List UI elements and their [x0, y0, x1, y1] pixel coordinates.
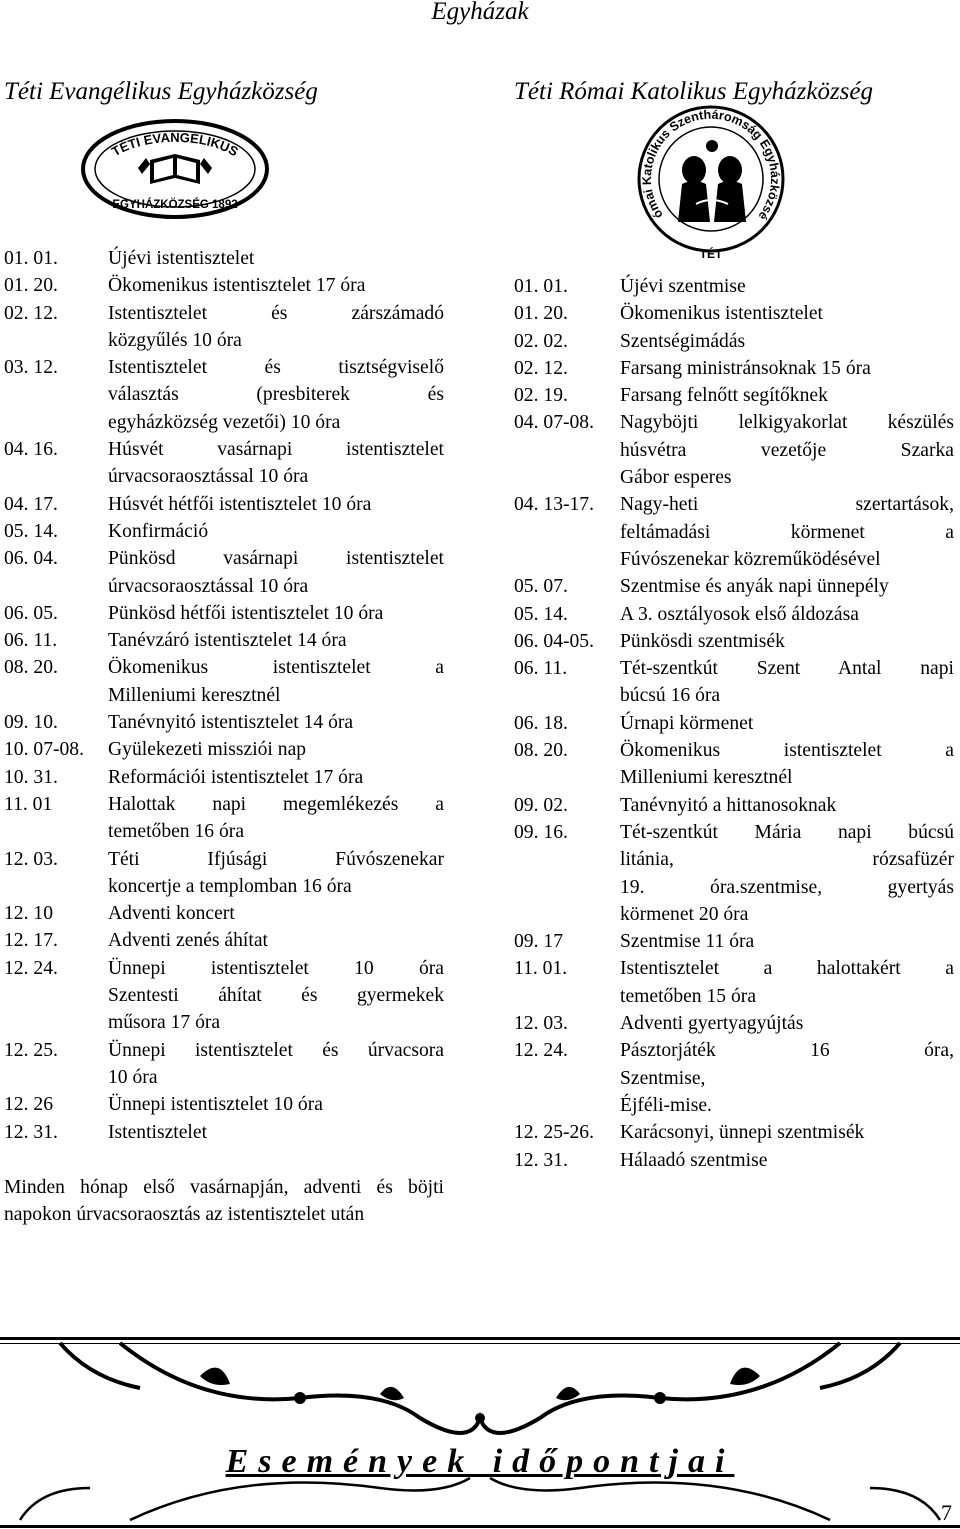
- evangelical-event-line: Húsvét vasárnapi istentisztelet: [108, 439, 444, 461]
- evangelical-event-line: Reformációi istentisztelet 17 óra: [108, 766, 364, 788]
- catholic-event-description: [620, 601, 954, 628]
- catholic-event-row: [514, 573, 954, 600]
- evangelical-event-row: [4, 1091, 444, 1118]
- page-title: Egyházak: [431, 0, 529, 25]
- catholic-event-line: Szentmise és anyák napi ünnepély: [620, 576, 889, 598]
- catholic-event-date: 01. 20.: [514, 303, 568, 325]
- evangelical-event-date: 10. 31.: [4, 766, 58, 788]
- evangelical-event-line: közgyűlés 10 óra: [108, 329, 242, 351]
- evangelical-heading: Téti Evangélikus Egyházközség: [4, 78, 318, 105]
- catholic-event-date: 12. 25-26.: [514, 1122, 595, 1144]
- catholic-event-description: [620, 573, 954, 600]
- evangelical-event-line: Istentisztelet és tisztségviselő: [108, 357, 444, 379]
- catholic-event-line: Tét-szentkút Mária napi búcsú: [620, 821, 954, 843]
- evangelical-event-line: Istentisztelet és zárszámadó: [108, 302, 444, 324]
- evangelical-event-line: Adventi koncert: [108, 903, 235, 925]
- evangelical-event-date: 02. 12.: [4, 302, 58, 324]
- catholic-event-line: búcsú 16 óra: [620, 685, 721, 707]
- evangelical-event-line: Tanévnyitó istentisztelet 14 óra: [108, 712, 354, 734]
- evangelical-event-date: 04. 17.: [4, 493, 58, 515]
- catholic-event-description: [620, 1119, 954, 1146]
- evangelical-event-row: [4, 736, 444, 763]
- catholic-event-line: Gábor esperes: [620, 467, 732, 489]
- catholic-event-line: Éjféli-mise.: [620, 1094, 712, 1116]
- evangelical-event-row: [4, 927, 444, 954]
- catholic-event-date: 06. 18.: [514, 712, 568, 734]
- catholic-event-line: körmenet 20 óra: [620, 903, 749, 925]
- catholic-event-row: [514, 409, 954, 491]
- catholic-event-description: [620, 1037, 954, 1119]
- catholic-event-row: [514, 710, 954, 737]
- catholic-event-row: [514, 355, 954, 382]
- catholic-event-row: [514, 382, 954, 409]
- evangelical-event-line: Téti Ifjúsági Fúvószenekar: [108, 848, 444, 870]
- evangelical-event-row: [4, 518, 444, 545]
- catholic-event-line: Tét-szentkút Szent Antal napi: [620, 658, 954, 680]
- catholic-event-description: [620, 300, 954, 327]
- catholic-event-description: [620, 1147, 954, 1174]
- evangelical-event-line: Ünnepi istentisztelet 10 óra: [108, 957, 444, 979]
- catholic-event-row: [514, 928, 954, 955]
- catholic-event-date: 06. 04-05.: [514, 630, 595, 652]
- catholic-event-description: [620, 355, 954, 382]
- evangelical-event-description: [108, 654, 444, 709]
- evangelical-event-row: [4, 1119, 444, 1146]
- catholic-event-row: [514, 1147, 954, 1174]
- evangelical-event-description: [108, 491, 444, 518]
- catholic-event-line: Tanévnyitó a hittanosoknak: [620, 794, 837, 816]
- evangelical-event-line: Szentesti áhítat és gyermekek: [108, 985, 444, 1007]
- evangelical-event-row: [4, 300, 444, 355]
- catholic-event-line: temetőben 15 óra: [620, 985, 757, 1007]
- evangelical-event-date: 05. 14.: [4, 520, 58, 542]
- catholic-event-line: Hálaadó szentmise: [620, 1149, 768, 1171]
- catholic-event-description: [620, 792, 954, 819]
- evangelical-event-line: választás (presbiterek és: [108, 384, 444, 406]
- catholic-seal-bottom-text: TÉT: [699, 247, 723, 261]
- catholic-event-description: [620, 382, 954, 409]
- footer-title: Események időpontjai: [225, 1443, 735, 1480]
- catholic-event-line: Pásztorjáték 16 óra,: [620, 1040, 954, 1062]
- evangelical-event-description: [108, 545, 444, 600]
- catholic-event-row: [514, 819, 954, 928]
- catholic-event-description: [620, 273, 954, 300]
- evangelical-event-date: 10. 07-08.: [4, 739, 85, 761]
- catholic-event-date: 08. 20.: [514, 740, 568, 762]
- evangelical-event-line: 10 óra: [108, 1066, 158, 1088]
- evangelical-event-line: Istentisztelet: [108, 1121, 208, 1143]
- evangelical-event-row: [4, 491, 444, 518]
- evangelical-event-description: [108, 245, 444, 272]
- catholic-event-date: 12. 24.: [514, 1040, 568, 1062]
- evangelical-event-date: 06. 04.: [4, 548, 58, 570]
- evangelical-event-description: [108, 627, 444, 654]
- evangelical-event-description: [108, 955, 444, 1037]
- catholic-event-line: Újévi szentmise: [620, 276, 746, 297]
- catholic-event-date: 12. 31.: [514, 1149, 568, 1171]
- evangelical-event-description: [108, 518, 444, 545]
- evangelical-event-line: Ökomenikus istentisztelet 17 óra: [108, 275, 366, 297]
- catholic-event-line: Szentségimádás: [620, 330, 746, 352]
- evangelical-event-date: 03. 12.: [4, 357, 58, 379]
- evangelical-event-row: [4, 900, 444, 927]
- evangelical-event-row: [4, 846, 444, 901]
- catholic-event-line: Istentisztelet a halottakért a: [620, 958, 954, 980]
- evangelical-event-date: 12. 24.: [4, 957, 58, 979]
- evangelical-event-row: [4, 245, 444, 272]
- catholic-event-line: Úrnapi körmenet: [620, 712, 754, 734]
- evangelical-event-line: koncertje a templomban 16 óra: [108, 875, 352, 897]
- catholic-heading: Téti Római Katolikus Egyházközség: [514, 78, 873, 105]
- catholic-event-line: Adventi gyertyagyújtás: [620, 1013, 804, 1035]
- catholic-event-description: [620, 928, 954, 955]
- evangelical-event-line: Gyülekezeti missziói nap: [108, 739, 307, 761]
- evangelical-event-description: [108, 272, 444, 299]
- evangelical-event-row: [4, 791, 444, 846]
- catholic-event-line: Farsang ministránsoknak 15 óra: [620, 357, 871, 379]
- catholic-event-line: Fúvószenekar közreműködésével: [620, 548, 881, 570]
- catholic-event-description: [620, 710, 954, 737]
- catholic-event-row: [514, 491, 954, 573]
- catholic-event-date: 05. 07.: [514, 576, 568, 598]
- catholic-event-line: Nagyböjti lelkigyakorlat készülés: [620, 412, 954, 434]
- evangelical-event-description: [108, 709, 444, 736]
- catholic-event-date: 09. 16.: [514, 821, 568, 843]
- evangelical-event-line: Újévi istentisztelet: [108, 248, 255, 269]
- catholic-event-date: 11. 01.: [514, 958, 568, 980]
- evangelical-event-line: egyházközség vezetői) 10 óra: [108, 411, 341, 433]
- evangelical-event-description: [108, 354, 444, 436]
- communion-note: Minden hónap első vasárnapján, adventi és böjti napokon úrvacsoraosztás az istentisztelet után: [4, 1177, 444, 1226]
- evangelical-event-line: Húsvét hétfői istentisztelet 10 óra: [108, 493, 372, 515]
- evangelical-event-line: úrvacsoraosztással 10 óra: [108, 466, 309, 488]
- evangelical-event-description: [108, 600, 444, 627]
- evangelical-event-date: 12. 03.: [4, 848, 58, 870]
- evangelical-event-line: Ünnepi istentisztelet és úrvacsora: [108, 1039, 444, 1061]
- catholic-event-row: [514, 737, 954, 792]
- evangelical-seal-icon: [80, 118, 270, 220]
- catholic-event-row: [514, 328, 954, 355]
- evangelical-event-description: [108, 300, 444, 355]
- catholic-event-row: [514, 1010, 954, 1037]
- evangelical-event-line: Konfirmáció: [108, 520, 209, 542]
- evangelical-event-row: [4, 545, 444, 600]
- catholic-event-date: 06. 11.: [514, 658, 568, 680]
- evangelical-event-date: 12. 10: [4, 903, 53, 925]
- evangelical-seal-bottom-text: EGYHÁZKÖZSÉG 1892: [112, 199, 238, 211]
- catholic-event-date: 01. 01.: [514, 276, 568, 297]
- catholic-event-date: 05. 14.: [514, 603, 568, 625]
- catholic-events-list: [514, 273, 954, 1174]
- evangelical-event-row: [4, 955, 444, 1037]
- catholic-event-row: [514, 655, 954, 710]
- catholic-event-description: [620, 819, 954, 928]
- evangelical-event-description: [108, 764, 444, 791]
- evangelical-event-description: [108, 900, 444, 927]
- evangelical-event-row: [4, 272, 444, 299]
- evangelical-event-row: [4, 436, 444, 491]
- evangelical-event-line: Pünkösd hétfői istentisztelet 10 óra: [108, 602, 384, 624]
- catholic-event-line: A 3. osztályosok első áldozása: [620, 603, 859, 625]
- catholic-event-description: [620, 409, 954, 491]
- catholic-event-line: Farsang felnőtt segítőknek: [620, 385, 828, 407]
- evangelical-event-line: Tanévzáró istentisztelet 14 óra: [108, 630, 347, 652]
- evangelical-event-date: 04. 16.: [4, 439, 58, 461]
- catholic-event-row: [514, 1119, 954, 1146]
- evangelical-event-date: 11. 01: [4, 793, 53, 815]
- catholic-event-date: 04. 13-17.: [514, 494, 595, 516]
- catholic-event-line: Ökomenikus istentisztelet: [620, 303, 823, 325]
- evangelical-event-line: Ünnepi istentisztelet 10 óra: [108, 1094, 323, 1116]
- evangelical-event-date: 06. 05.: [4, 602, 58, 624]
- catholic-event-line: 19. óra.szentmise, gyertyás: [620, 876, 954, 898]
- evangelical-event-date: 08. 20.: [4, 657, 58, 679]
- catholic-event-description: [620, 655, 954, 710]
- catholic-event-description: [620, 737, 954, 792]
- evangelical-event-description: [108, 436, 444, 491]
- catholic-event-date: 12. 03.: [514, 1013, 568, 1035]
- evangelical-event-description: [108, 846, 444, 901]
- evangelical-event-line: Milleniumi keresztnél: [108, 684, 281, 706]
- catholic-event-row: [514, 628, 954, 655]
- evangelical-event-row: [4, 764, 444, 791]
- evangelical-seal-top-text: TÉTI EVANGÉLIKUS: [109, 129, 241, 160]
- catholic-event-line: Pünkösdi szentmisék: [620, 630, 785, 652]
- catholic-event-line: Milleniumi keresztnél: [620, 767, 793, 789]
- catholic-event-row: [514, 1037, 954, 1119]
- evangelical-event-date: 09. 10.: [4, 712, 58, 734]
- catholic-event-description: [620, 328, 954, 355]
- catholic-event-line: húsvétra vezetője Szarka: [620, 439, 954, 461]
- catholic-event-date: 09. 02.: [514, 794, 568, 816]
- evangelical-event-line: Pünkösd vasárnapi istentisztelet: [108, 548, 444, 570]
- page-number: 7: [941, 1500, 952, 1525]
- catholic-event-description: [620, 628, 954, 655]
- catholic-seal-ring-text: ómai Katolikus Szentháromság Egyházközsé: [639, 107, 783, 223]
- catholic-event-row: [514, 273, 954, 300]
- catholic-event-line: Ökomenikus istentisztelet a: [620, 740, 954, 762]
- catholic-event-line: Szentmise,: [620, 1067, 706, 1089]
- catholic-event-description: [620, 1010, 954, 1037]
- evangelical-event-line: temetőben 16 óra: [108, 821, 245, 843]
- catholic-event-row: [514, 601, 954, 628]
- evangelical-event-description: [108, 927, 444, 954]
- evangelical-event-description: [108, 1091, 444, 1118]
- evangelical-event-description: [108, 791, 444, 846]
- catholic-event-date: 02. 02.: [514, 330, 568, 352]
- catholic-event-line: litánia, rózsafüzér: [620, 849, 954, 871]
- evangelical-event-date: 12. 25.: [4, 1039, 58, 1061]
- evangelical-events-list: [4, 245, 444, 1146]
- evangelical-event-row: [4, 354, 444, 436]
- evangelical-event-description: [108, 1037, 444, 1092]
- evangelical-event-date: 12. 31.: [4, 1121, 58, 1143]
- evangelical-event-date: 12. 17.: [4, 930, 58, 952]
- catholic-event-date: 02. 12.: [514, 357, 568, 379]
- catholic-event-description: [620, 491, 954, 573]
- evangelical-event-date: 06. 11.: [4, 630, 58, 652]
- evangelical-event-line: Adventi zenés áhítat: [108, 930, 268, 952]
- evangelical-event-row: [4, 654, 444, 709]
- catholic-seal-icon: [636, 104, 786, 264]
- evangelical-event-row: [4, 709, 444, 736]
- evangelical-event-row: [4, 627, 444, 654]
- catholic-event-date: 09. 17: [514, 931, 563, 953]
- evangelical-event-row: [4, 600, 444, 627]
- evangelical-event-date: 01. 20.: [4, 275, 58, 297]
- catholic-event-row: [514, 955, 954, 1010]
- catholic-event-date: 02. 19.: [514, 385, 568, 407]
- catholic-event-line: Nagy-heti szertartások,: [620, 494, 954, 516]
- evangelical-event-row: [4, 1037, 444, 1092]
- evangelical-event-description: [108, 1119, 444, 1146]
- catholic-event-date: 04. 07-08.: [514, 412, 595, 434]
- evangelical-event-line: műsora 17 óra: [108, 1012, 221, 1034]
- evangelical-event-line: Ökomenikus istentisztelet a: [108, 657, 444, 679]
- evangelical-event-description: [108, 736, 444, 763]
- evangelical-event-date: 01. 01.: [4, 248, 58, 269]
- catholic-event-description: [620, 955, 954, 1010]
- evangelical-event-line: úrvacsoraosztással 10 óra: [108, 575, 309, 597]
- catholic-event-line: Karácsonyi, ünnepi szentmisék: [620, 1122, 865, 1144]
- catholic-event-line: feltámadási körmenet a: [620, 521, 954, 543]
- catholic-event-row: [514, 300, 954, 327]
- evangelical-event-line: Halottak napi megemlékezés a: [108, 793, 444, 815]
- catholic-event-row: [514, 792, 954, 819]
- evangelical-event-date: 12. 26: [4, 1094, 53, 1116]
- catholic-event-line: Szentmise 11 óra: [620, 931, 755, 953]
